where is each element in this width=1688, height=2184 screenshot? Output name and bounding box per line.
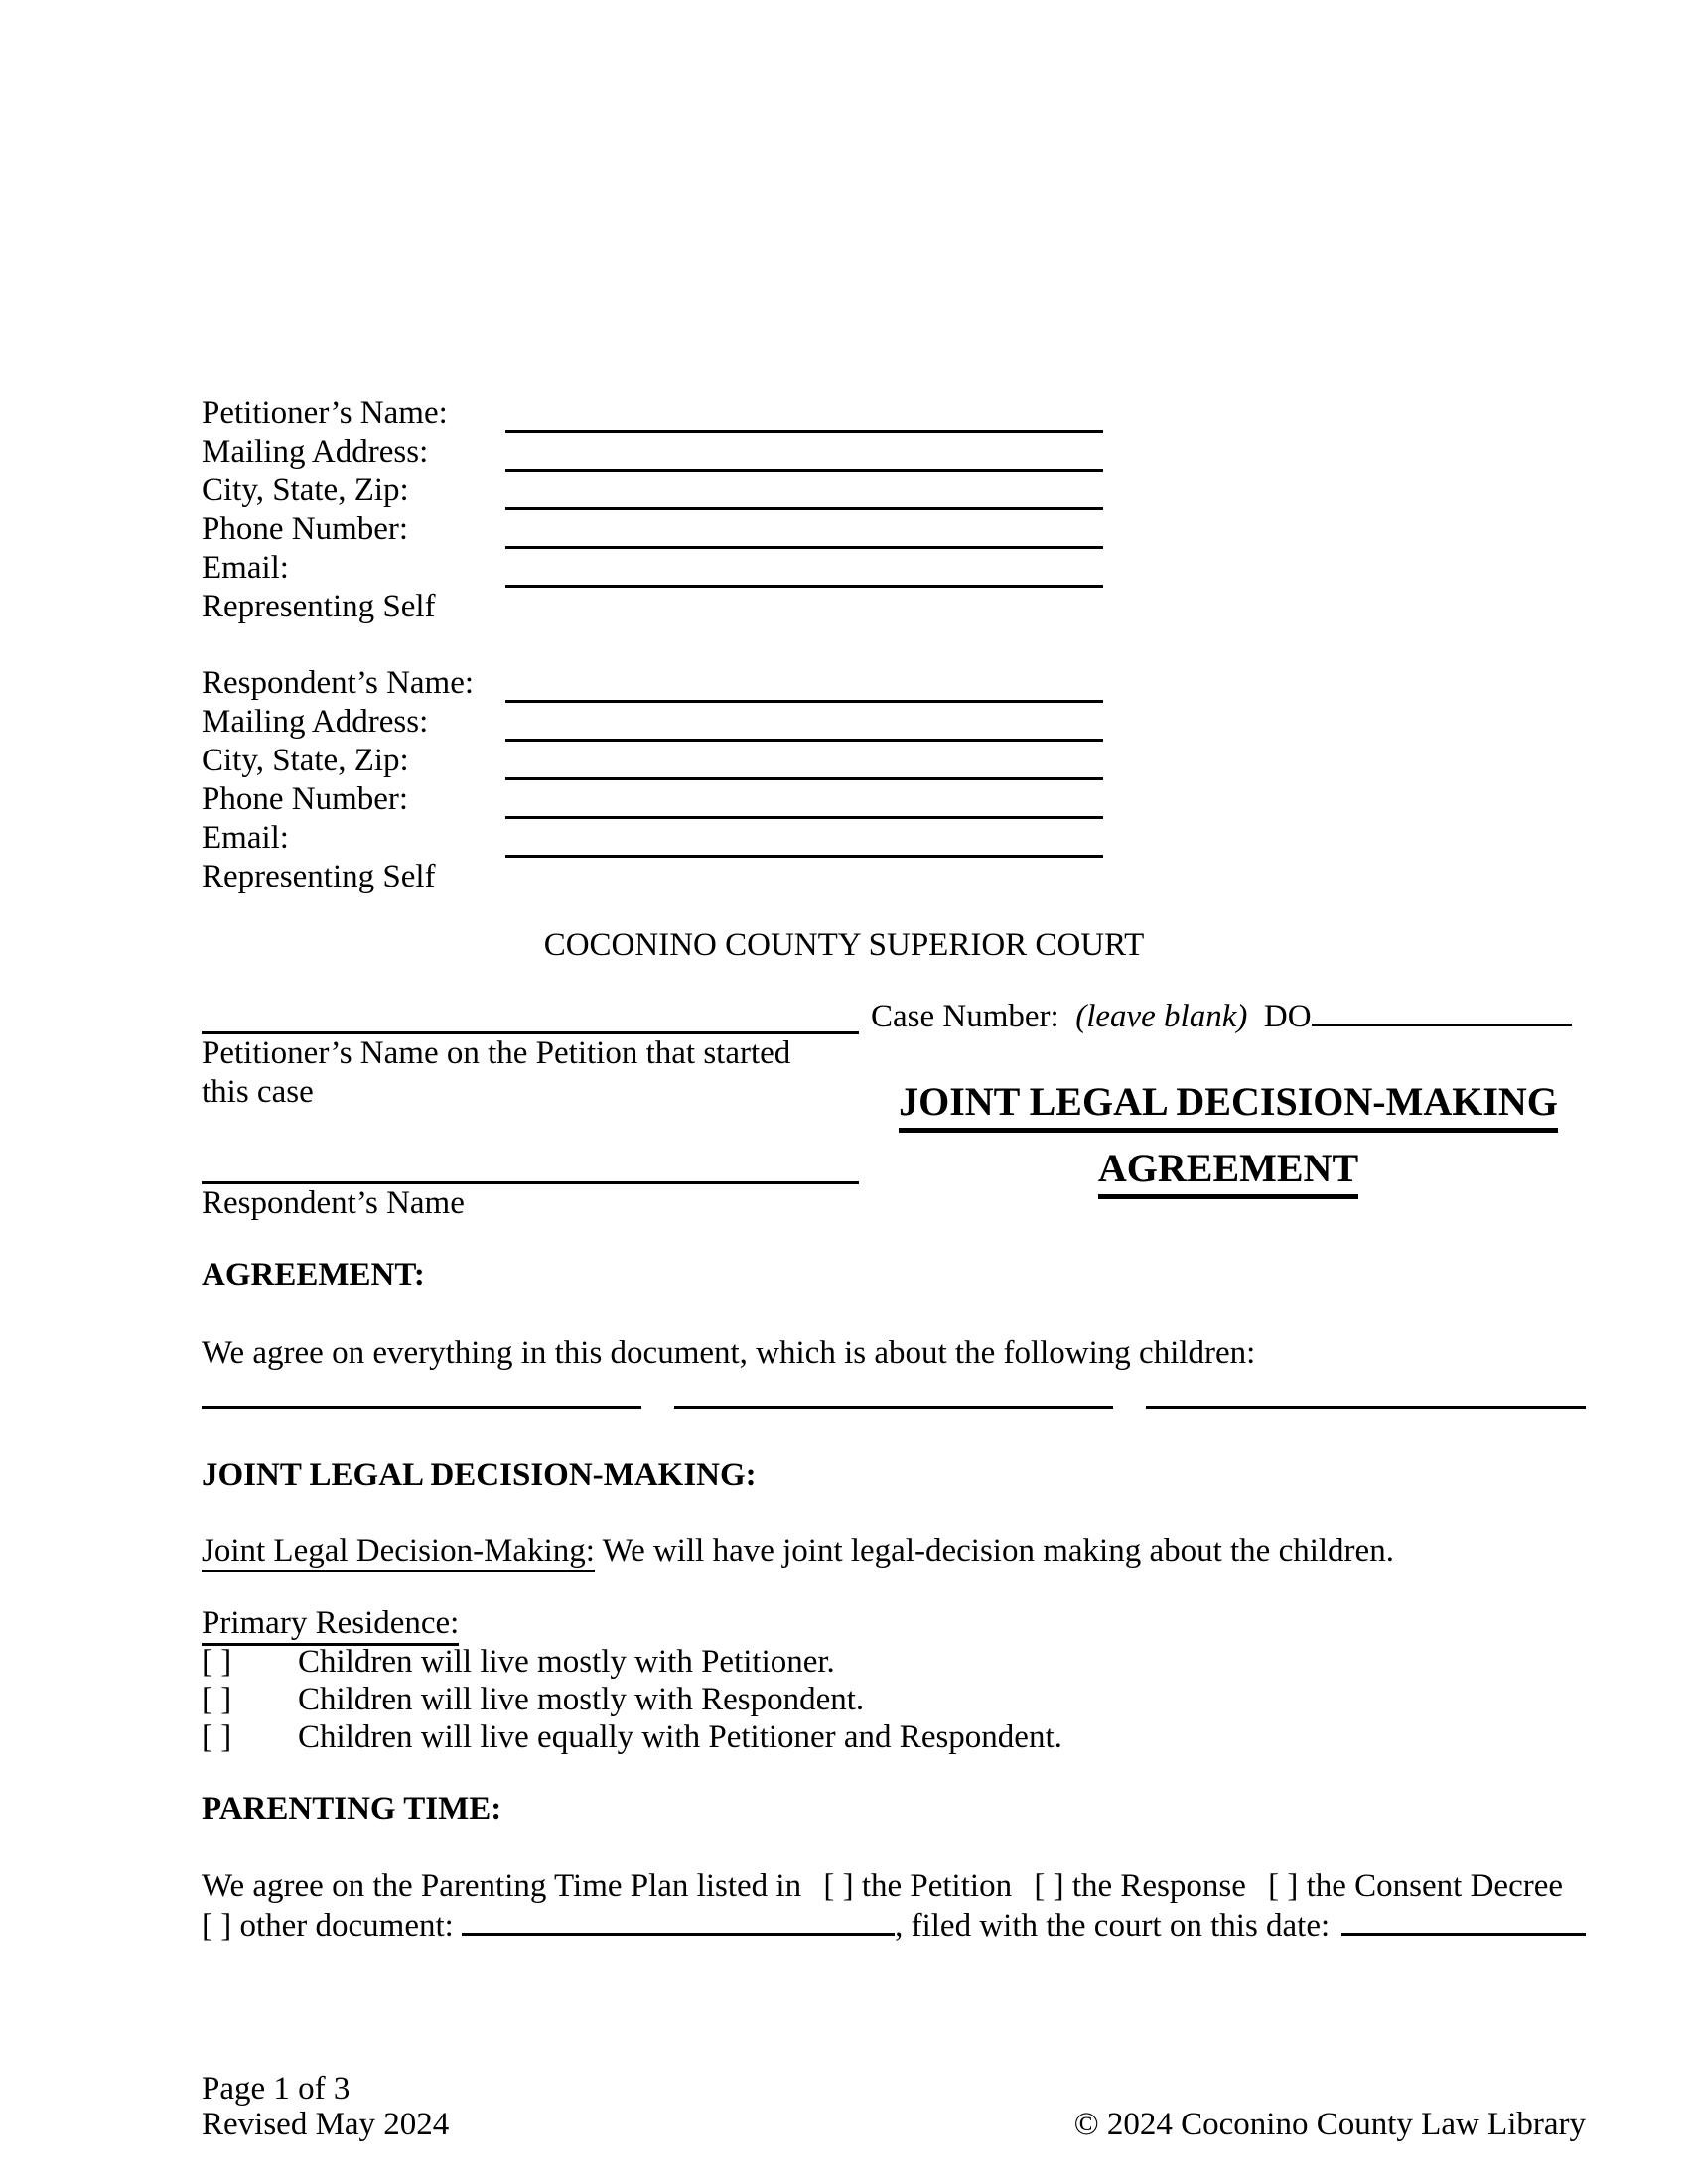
- case-caption-section: [202, 997, 1586, 1223]
- petitioner-name-line[interactable]: [505, 399, 1103, 433]
- residence-option-1-text: Children will live mostly with Petitioner.: [298, 1644, 835, 1680]
- petitioner-city-line[interactable]: [505, 477, 1103, 510]
- checkbox-response[interactable]: [ ]: [1034, 1868, 1064, 1904]
- petitioner-mailing-line[interactable]: [505, 438, 1103, 472]
- respondent-mailing-row: [202, 703, 1586, 742]
- residence-option-row-1: [202, 1643, 1586, 1681]
- respondent-contact-block: [202, 664, 1586, 896]
- petitioner-mailing-row: [202, 433, 1586, 472]
- option-petition-text: the Petition: [861, 1868, 1013, 1904]
- petitioner-email-line[interactable]: [505, 554, 1103, 588]
- respondent-phone-line[interactable]: [505, 785, 1103, 819]
- block-gap: [202, 626, 1586, 664]
- respondent-mailing-label: Mailing Address:: [202, 704, 429, 740]
- docket-prefix: DO: [1263, 999, 1312, 1034]
- respondent-email-row: [202, 819, 1586, 858]
- parenting-line2-text: , filed with the court on this date:: [895, 1908, 1331, 1944]
- respondent-name-line[interactable]: [505, 669, 1103, 703]
- respondent-email-label: Email:: [202, 820, 289, 856]
- court-name: COCONINO COUNTY SUPERIOR COURT: [543, 927, 1145, 963]
- caption-petitioner-text: Petitioner’s Name on the Petition that started this case: [202, 1035, 791, 1110]
- joint-legal-paragraph: [202, 1532, 1586, 1570]
- petitioner-name-row: [202, 394, 1586, 433]
- page-footer: [202, 2071, 1586, 2142]
- checkbox-live-equally[interactable]: [ ]: [202, 1719, 232, 1755]
- petitioner-representing-label: Representing Self: [202, 589, 436, 624]
- respondent-name-label: Respondent’s Name:: [202, 665, 475, 701]
- parenting-line1-text: We agree on the Parenting Time Plan listed in: [202, 1868, 802, 1904]
- joint-legal-heading: JOINT LEGAL DECISION-MAKING:: [202, 1457, 757, 1493]
- respondent-representing-row: [202, 858, 1586, 896]
- case-number-row: [871, 997, 1586, 1037]
- caption-respondent-name-line[interactable]: [202, 1147, 859, 1184]
- checkbox-live-with-respondent[interactable]: [ ]: [202, 1682, 232, 1717]
- checkbox-live-with-petitioner[interactable]: [ ]: [202, 1644, 232, 1680]
- child-name-line-2[interactable]: [674, 1373, 1114, 1409]
- checkbox-other-document[interactable]: [ ]: [202, 1908, 232, 1944]
- respondent-city-row: [202, 742, 1586, 780]
- residence-option-row-3: [202, 1718, 1586, 1756]
- petitioner-city-row: [202, 472, 1586, 510]
- respondent-phone-label: Phone Number:: [202, 781, 409, 817]
- leave-blank-note: (leave blank): [1075, 999, 1248, 1034]
- footer-revised-date: Revised May 2024: [202, 2107, 450, 2142]
- document-title-line2: AGREEMENT: [1098, 1147, 1358, 1199]
- respondent-mailing-line[interactable]: [505, 708, 1103, 742]
- respondent-city-label: City, State, Zip:: [202, 743, 409, 778]
- petitioner-city-label: City, State, Zip:: [202, 473, 409, 508]
- residence-option-3-text: Children will live equally with Petitioner and Respondent.: [298, 1719, 1062, 1755]
- agreement-intro: We agree on everything in this document, which is about the following children:: [202, 1335, 1256, 1371]
- agreement-heading: AGREEMENT:: [202, 1257, 425, 1293]
- petitioner-representing-row: [202, 588, 1586, 626]
- option-response-text: the Response: [1071, 1868, 1246, 1904]
- joint-legal-lead: Joint Legal Decision-Making:: [202, 1533, 595, 1572]
- footer-page-number: Page 1 of 3: [202, 2071, 351, 2107]
- respondent-representing-label: Representing Self: [202, 859, 436, 894]
- petitioner-email-label: Email:: [202, 550, 289, 586]
- document-title-line1: JOINT LEGAL DECISION-MAKING: [899, 1080, 1558, 1133]
- option-consent-text: the Consent Decree: [1306, 1868, 1564, 1904]
- parenting-line-2: [202, 1906, 1586, 1946]
- parenting-line-1: [202, 1866, 1586, 1906]
- petitioner-email-row: [202, 549, 1586, 588]
- child-name-line-3[interactable]: [1146, 1373, 1586, 1409]
- option-other-text: other document:: [239, 1908, 454, 1944]
- case-caption-left-column: [202, 997, 871, 1223]
- parenting-time-paragraph: [202, 1866, 1586, 1946]
- caption-petitioner-name-line[interactable]: [202, 997, 859, 1034]
- respondent-email-line[interactable]: [505, 824, 1103, 858]
- petitioner-mailing-label: Mailing Address:: [202, 434, 429, 470]
- caption-spacer: [202, 1112, 871, 1147]
- primary-residence-heading-text: Primary Residence:: [202, 1605, 459, 1646]
- residence-option-2-text: Children will live mostly with Respondent.: [298, 1682, 865, 1717]
- respondent-city-line[interactable]: [505, 747, 1103, 780]
- checkbox-petition[interactable]: [ ]: [823, 1868, 854, 1904]
- other-document-line[interactable]: [462, 1910, 895, 1936]
- filed-date-line[interactable]: [1341, 1910, 1586, 1936]
- respondent-phone-row: [202, 780, 1586, 819]
- caption-respondent-text: Respondent’s Name: [202, 1185, 465, 1221]
- document-title: [871, 1080, 1586, 1199]
- checkbox-consent-decree[interactable]: [ ]: [1268, 1868, 1299, 1904]
- child-name-line-1[interactable]: [202, 1373, 641, 1409]
- footer-copyright: © 2024 Coconino County Law Library: [1073, 2107, 1586, 2142]
- case-caption-right-column: [871, 997, 1586, 1223]
- residence-option-row-2: [202, 1681, 1586, 1718]
- respondent-name-row: [202, 664, 1586, 703]
- parenting-time-heading: PARENTING TIME:: [202, 1791, 502, 1827]
- case-number-label: Case Number:: [871, 999, 1059, 1034]
- case-number-line[interactable]: [1312, 997, 1572, 1026]
- petitioner-phone-line[interactable]: [505, 515, 1103, 549]
- primary-residence-heading: [202, 1604, 1586, 1643]
- joint-legal-rest: We will have joint legal-decision making about the children.: [594, 1533, 1394, 1569]
- petitioner-phone-row: [202, 510, 1586, 549]
- children-name-lines: [202, 1373, 1586, 1409]
- petitioner-name-label: Petitioner’s Name:: [202, 395, 448, 431]
- petitioner-contact-block: [202, 394, 1586, 626]
- petitioner-phone-label: Phone Number:: [202, 511, 409, 547]
